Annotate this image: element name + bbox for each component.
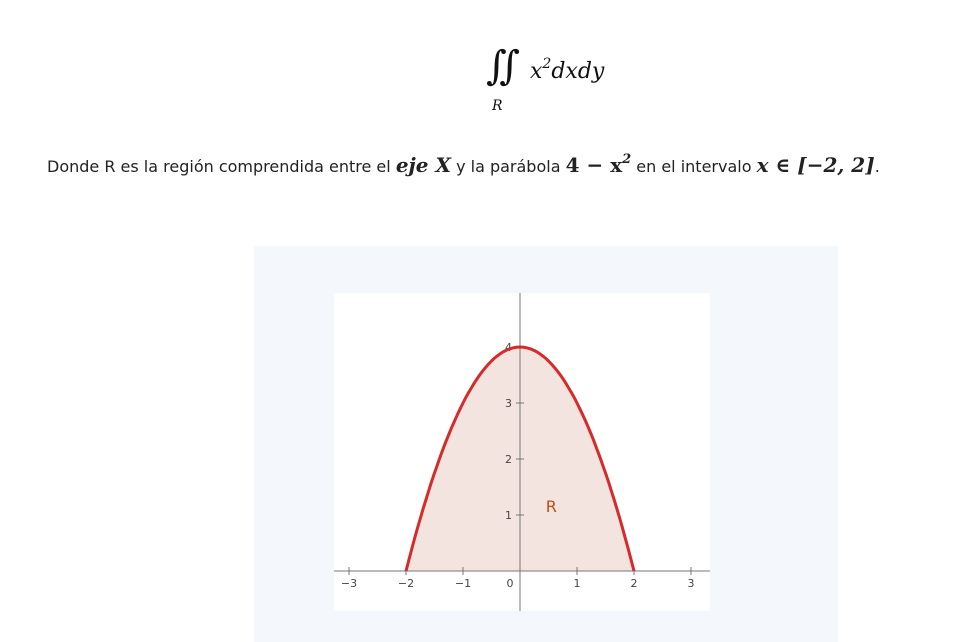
double-integral-formula <box>480 38 640 116</box>
statement-middle: y la parábola <box>450 157 566 176</box>
integrand-exponent: 2 <box>542 56 552 72</box>
differentials: dxdy <box>551 59 605 84</box>
integrand-variable: x <box>530 59 543 84</box>
interval-expression: x ∈ [−2, 2] <box>756 153 875 177</box>
y-tick-label: 2 <box>505 453 512 466</box>
double-integral-symbol: ∬ <box>486 43 507 89</box>
integral-region-subscript: R <box>492 98 503 114</box>
x-tick-label: 3 <box>687 577 695 590</box>
parabola-plot <box>334 293 710 611</box>
parabola-exponent: 2 <box>622 152 632 167</box>
x-tick-label: −3 <box>340 577 358 590</box>
x-tick-label: −1 <box>454 577 472 590</box>
parabola-base: 4 − x <box>565 153 623 177</box>
x-tick-label: 1 <box>573 577 581 590</box>
x-tick-label: −2 <box>397 577 415 590</box>
x-tick-label: 2 <box>630 577 638 590</box>
axis-label: eje X <box>395 153 451 177</box>
problem-statement <box>47 152 880 177</box>
y-tick-label: 4 <box>505 341 512 354</box>
statement-intro: Donde R es la región comprendida entre el <box>47 157 396 176</box>
plot-canvas <box>334 293 710 611</box>
y-tick-label: 1 <box>505 509 512 522</box>
integrand <box>530 56 604 84</box>
y-tick-label: 3 <box>505 397 512 410</box>
parabola-expression <box>566 153 632 177</box>
region-label: R <box>545 497 557 517</box>
x-tick-label: 0 <box>506 577 514 590</box>
statement-interval-text: en el intervalo <box>631 157 757 176</box>
statement-end: . <box>874 157 880 176</box>
